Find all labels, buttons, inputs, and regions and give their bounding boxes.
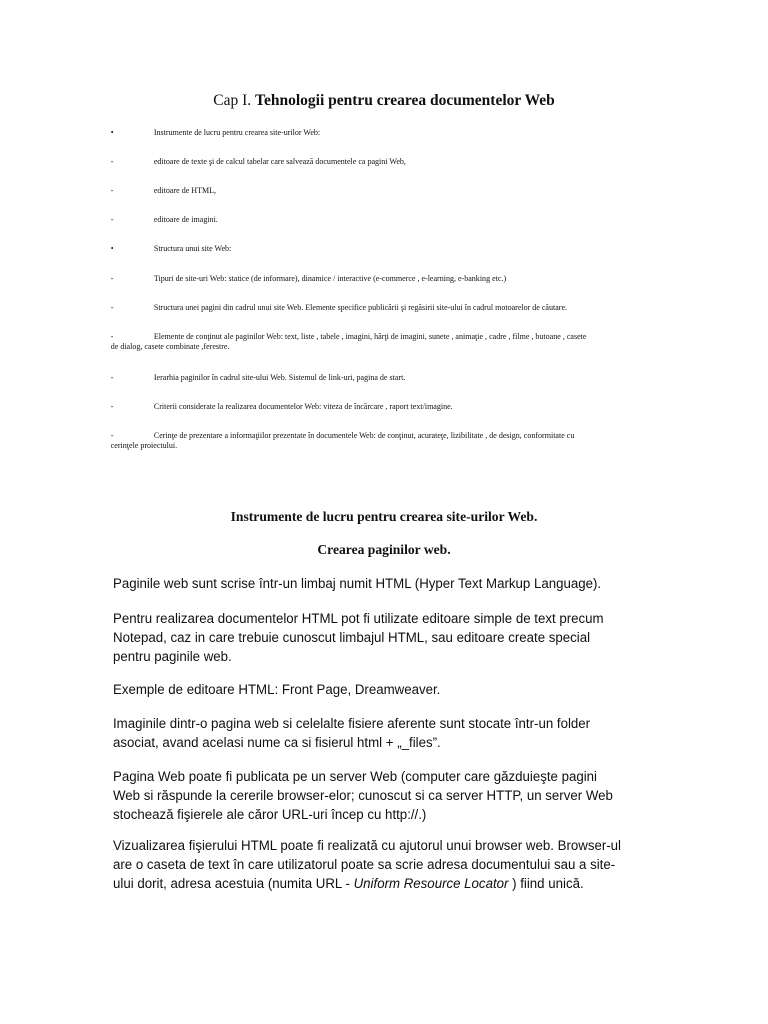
paragraph: Exemple de editoare HTML: Front Page, Dreamweaver. (113, 682, 441, 698)
outline-text: Structura unui site Web: (153, 244, 232, 253)
outline-text-line1: Cerinţe de prezentare a informaţiilor prezentate în documentele Web: de conţinut, acurateţe, lizibilitate , de design, conformitate cu (153, 431, 575, 440)
bullet-mark: • (110, 244, 114, 253)
paragraph-text: Vizualizarea fişierului HTML poate fi realizată cu ajutorul unui browser web. Browser-ul are o caseta de text în care utilizatorul poate sa scrie adresa documentului sau a site-ului dorit, adresa acestuia (numita URL - (113, 838, 621, 892)
subsection-heading: Crearea paginilor web. (317, 542, 451, 557)
outline-text: Tipuri de site-uri Web: statice (de informare), dinamice / interactive (e-commerce , e-learning, e-banking etc.) (153, 274, 507, 283)
outline-text: editoare de HTML, (153, 186, 217, 195)
outline-text: Structura unei pagini din cadrul unui site Web. Elemente specifice publicării şi regăsirii site-ului în cadrul motoarelor de căutare. (153, 303, 568, 312)
outline-text: editoare de imagini. (153, 215, 218, 224)
outline-text (110, 431, 642, 451)
outline-text-line2: de dialog, casete combinate ,ferestre. (110, 342, 230, 351)
paragraph-text: ) fiind unică. (508, 876, 584, 892)
chapter-prefix: Cap I. (213, 92, 252, 109)
dash-mark: - (110, 215, 114, 224)
dash-mark: - (110, 186, 114, 195)
outline-text: Criterii considerate la realizarea documentelor Web: viteza de încărcare , raport text/imagine. (153, 402, 453, 411)
bullet-mark: • (110, 128, 114, 137)
paragraph: Pagina Web poate fi publicata pe un server Web (computer care găzduieşte pagini Web si răspunde la cererile browser-elor; cunoscut si ca server HTTP, un server Web stochează fişierele ale căror URL-uri încep cu http://.) (113, 769, 613, 823)
chapter-title (0, 92, 768, 110)
paragraph: Paginile web sunt scrise într-un limbaj numit HTML (Hyper Text Markup Language). (113, 576, 602, 592)
dash-mark: - (110, 274, 114, 283)
dash-mark: - (110, 303, 114, 312)
dash-mark: - (110, 332, 114, 341)
paragraph (113, 837, 623, 894)
outline-text: Ierarhia paginilor în cadrul site-ului Web. Sistemul de link-uri, pagina de start. (153, 373, 406, 382)
dash-mark: - (110, 373, 114, 382)
section-heading: Instrumente de lucru pentru crearea site-urilor Web. (230, 509, 538, 524)
dash-mark: - (110, 402, 114, 411)
outline-text: Instrumente de lucru pentru crearea site-urilor Web: (153, 128, 321, 137)
outline-text-line1: Elemente de conţinut ale paginilor Web: text, liste , tabele , imagini, hărţi de imagini, sunete , animaţie , cadre , filme , butoane , casete (153, 332, 587, 341)
paragraph: Pentru realizarea documentelor HTML pot fi utilizate editoare simple de text precum Notepad, caz in care trebuie cunoscut limbajul HTML, sau editoare create special pentru paginile web. (113, 611, 604, 665)
paragraph-italic-text: Uniform Resource Locator (353, 876, 509, 892)
dash-mark: - (110, 431, 114, 440)
outline-text (110, 332, 642, 352)
dash-mark: - (110, 157, 114, 166)
paragraph: Imaginile dintr-o pagina web si celelalte fisiere aferente sunt stocate într-un folder asociat, avand acelasi nume ca si fisierul html + „_files”. (113, 716, 591, 751)
chapter-name: Tehnologii pentru crearea documentelor Web (255, 92, 555, 109)
outline-text-line2: cerinţele proiectului. (110, 441, 178, 450)
outline-text: editoare de texte şi de calcul tabelar care salvează documentele ca pagini Web, (153, 157, 406, 166)
